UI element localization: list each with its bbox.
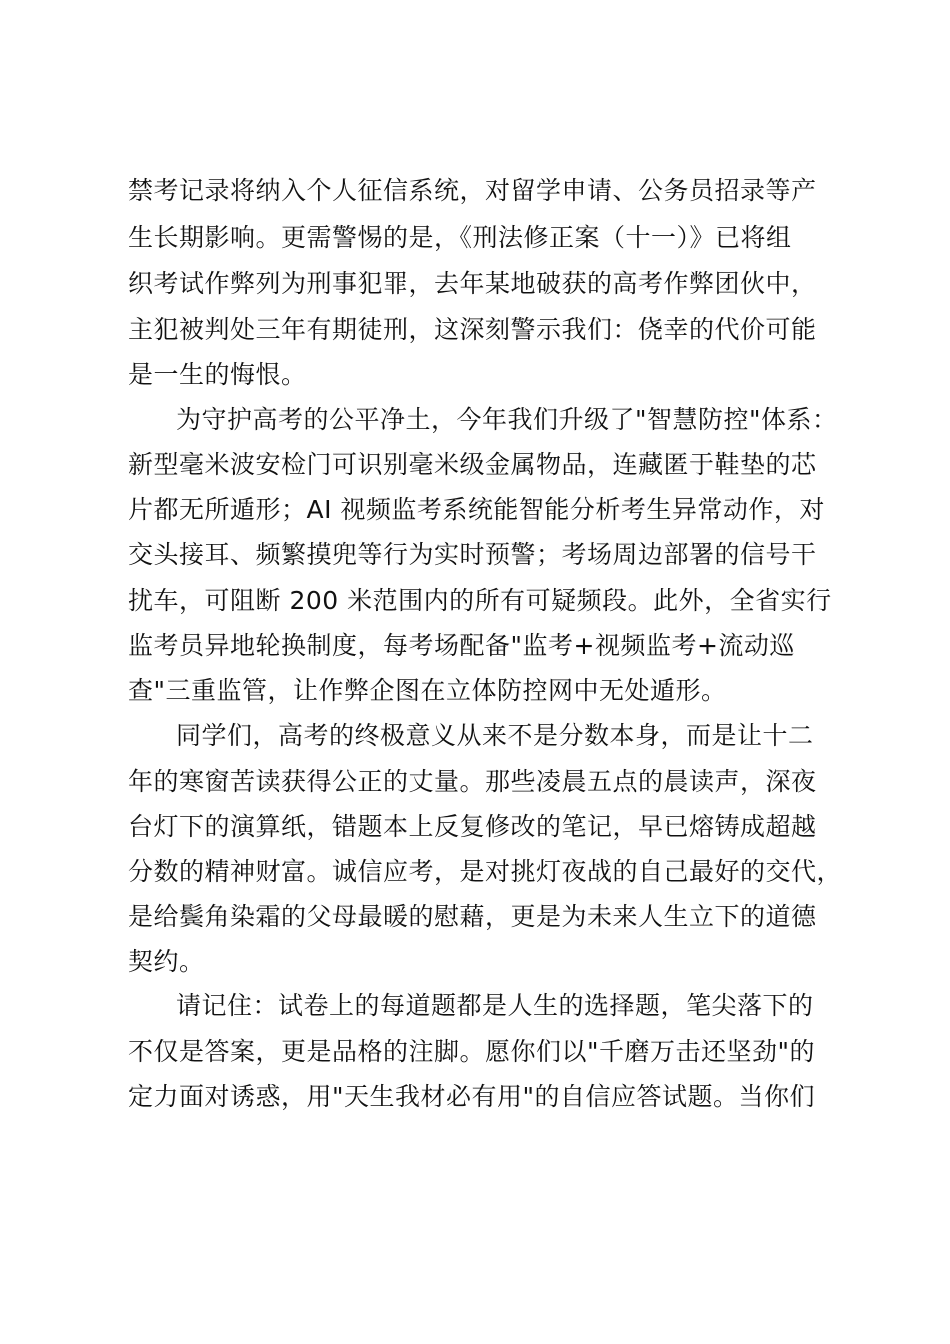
text-line: 交头接耳、频繁摸兜等行为实时预警；考场周边部署的信号干: [128, 540, 817, 569]
text-line: 年的寒窗苦读获得公正的丈量。那些凌晨五点的晨读声，深夜: [128, 767, 817, 796]
text-line: 扰车，可阻断 200 米范围内的所有可疑频段。此外，全省实行: [128, 586, 832, 615]
text-line: 主犯被判处三年有期徒刑，这深刻警示我们：侥幸的代价可能: [128, 315, 817, 344]
text-line: 为守护高考的公平净土，今年我们升级了"智慧防控"体系：: [176, 405, 838, 434]
text-line: 台灯下的演算纸，错题本上反复修改的笔记，早已熔铸成超越: [128, 812, 817, 841]
text-line: 契约。: [128, 947, 205, 976]
text-line: 是给鬓角染霜的父母最暖的慰藉，更是为未来人生立下的道德: [128, 902, 817, 931]
text-line: 片都无所遁形；AI 视频监考系统能智能分析考生异常动作，对: [128, 495, 825, 524]
text-line: 是一生的悔恨。: [128, 360, 307, 389]
text-line: 分数的精神财富。诚信应考，是对挑灯夜战的自己最好的交代，: [128, 857, 843, 886]
text-line: 定力面对诱惑，用"天生我材必有用"的自信应答试题。当你们: [128, 1082, 816, 1111]
text-line: 同学们，高考的终极意义从来不是分数本身，而是让十二: [176, 721, 814, 750]
text-line: 新型毫米波安检门可识别毫米级金属物品，连藏匿于鞋垫的芯: [128, 450, 817, 479]
text-line: 不仅是答案，更是品格的注脚。愿你们以"千磨万击还坚劲"的: [128, 1037, 816, 1066]
text-line: 查"三重监管，让作弊企图在立体防控网中无处遁形。: [128, 676, 727, 705]
text-line: 请记住：试卷上的每道题都是人生的选择题，笔尖落下的: [176, 991, 814, 1020]
text-line: 织考试作弊列为刑事犯罪，去年某地破获的高考作弊团伙中，: [128, 269, 817, 298]
text-line: 生长期影响。更需警惕的是，《刑法修正案（十一）》已将组: [128, 223, 792, 252]
text-line: 禁考记录将纳入个人征信系统，对留学申请、公务员招录等产: [128, 176, 817, 205]
text-line: 监考员异地轮换制度，每考场配备"监考+视频监考+流动巡: [128, 631, 795, 660]
